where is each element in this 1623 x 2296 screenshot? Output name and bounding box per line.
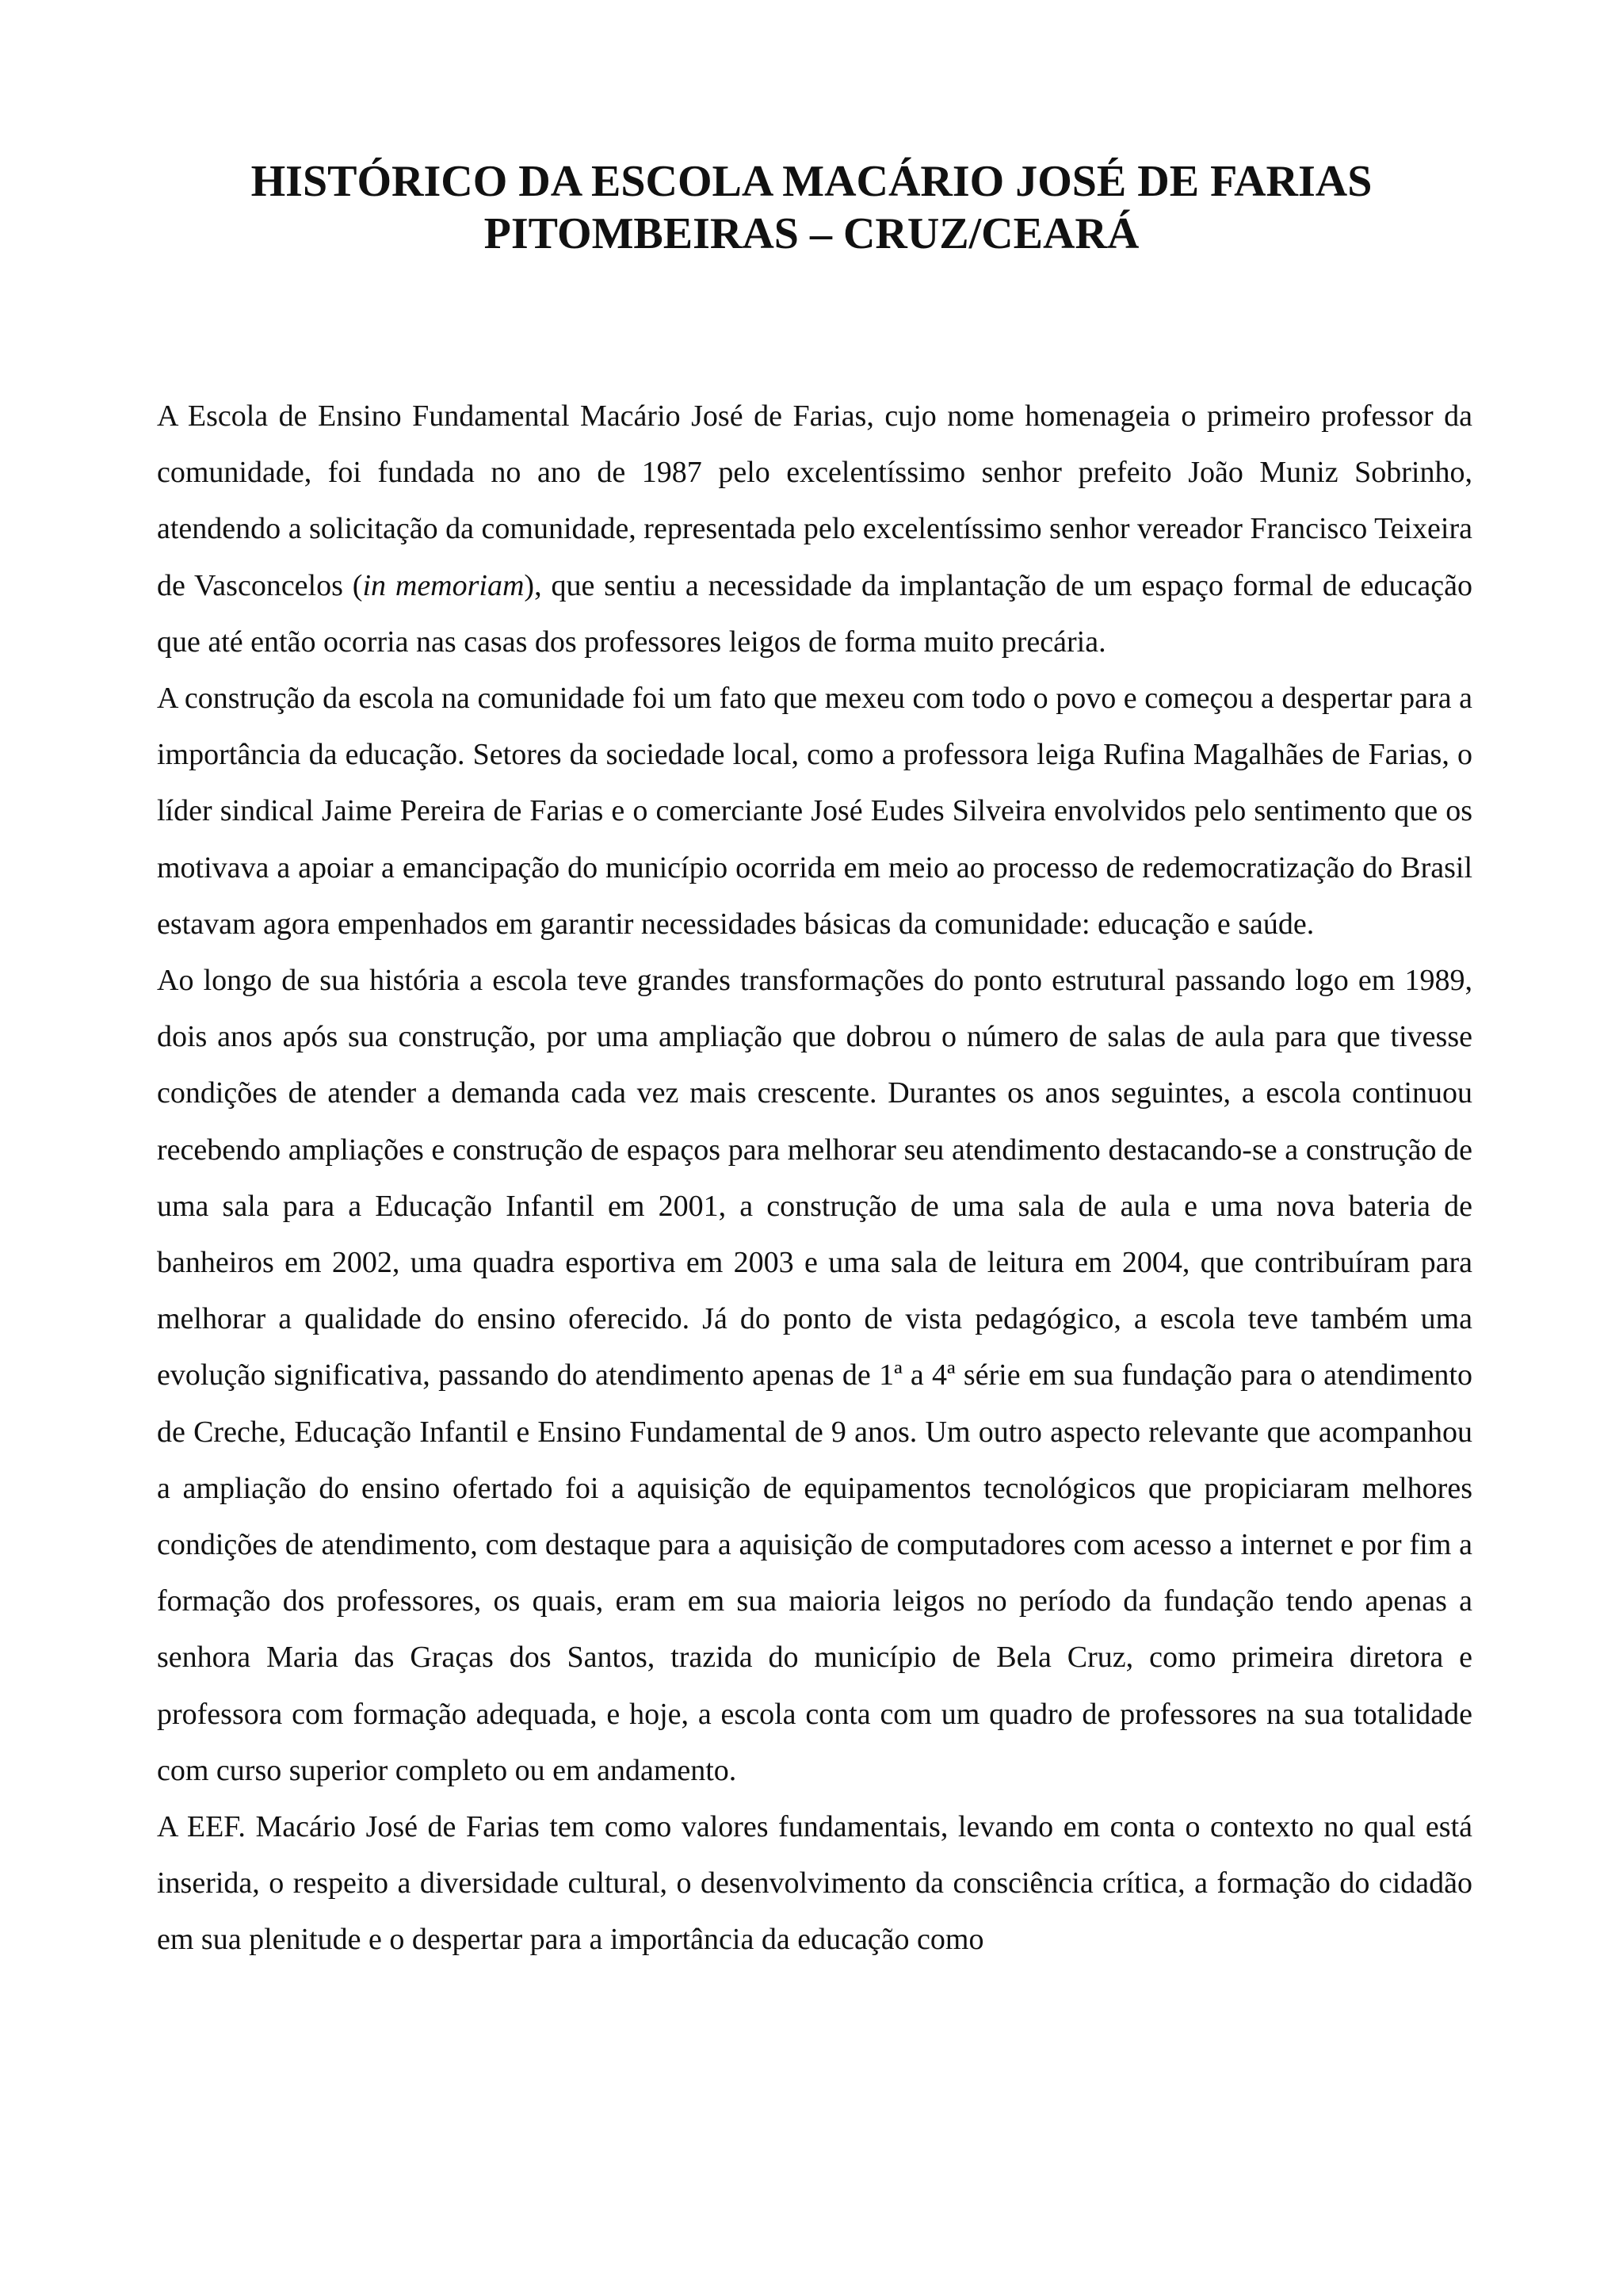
paragraph-2: A construção da escola na comunidade foi um fato que mexeu com todo o povo e começou a despertar para a importância da educação. Setores da sociedade local, como a professora leiga Rufina Magalhães de Farias, o líder sindical Jaime Pereira de Farias e o comerciante José Eudes Silveira envolvidos pelo sentimento que os motivava a apoiar a emancipação do município ocorrida em meio ao processo de redemocratização do Brasil estavam agora empenhados em garantir necessidades básicas da comunidade: educação e saúde. (157, 682, 1472, 941)
paragraph-1-text-start: A Escola de Ensino Fundamental Macário José de Farias, cujo nome homenageia o primeiro professor da comunidade, foi fundada no ano de 1987 pelo excelentíssimo senhor prefeito João Muniz Sobrinho, atendendo a solicitação da comunidade, representada pelo excelentíssimo senhor vereador Francisco Teixeira de Vasconcelos ( (157, 399, 1472, 602)
paragraph-1 (157, 388, 1472, 670)
page-title (0, 155, 1623, 260)
document-body (157, 388, 1472, 1969)
paragraph-1-italic-term: in memoriam (362, 568, 525, 602)
paragraph-1-text-end: ), que sentiu a necessidade da implantação de um espaço formal de educação que até então ocorria nas casas dos professores leigos de forma muito precária. (157, 568, 1472, 659)
paragraph-3: Ao longo de sua história a escola teve grandes transformações do ponto estrutural passando logo em 1989, dois anos após sua construção, por uma ampliação que dobrou o número de salas de aula para que tivesse condições de atender a demanda cada vez mais crescente. Durantes os anos seguintes, a escola continuou recebendo ampliações e construção de espaços para melhorar seu atendimento destacando-se a construção de uma sala para a Educação Infantil em 2001, a construção de uma sala de aula e uma nova bateria de banheiros em 2002, uma quadra esportiva em 2003 e uma sala de leitura em 2004, que contribuíram para melhorar a qualidade do ensino oferecido. Já do ponto de vista pedagógico, a escola teve também uma evolução significativa, passando do atendimento apenas de 1ª a 4ª série em sua fundação para o atendimento de Creche, Educação Infantil e Ensino Fundamental de 9 anos. Um outro aspecto relevante que acompanhou a ampliação do ensino ofertado foi a aquisição de equipamentos tecnológicos que propiciaram melhores condições de atendimento, com destaque para a aquisição de computadores com acesso a internet e por fim a formação dos professores, os quais, eram em sua maioria leigos no período da fundação tendo apenas a senhora Maria das Graças dos Santos, trazida do município de Bela Cruz, como primeira diretora e professora com formação adequada, e hoje, a escola conta com um quadro de professores na sua totalidade com curso superior completo ou em andamento. (157, 964, 1472, 1787)
paragraph-4: A EEF. Macário José de Farias tem como valores fundamentais, levando em conta o contexto no qual está inserida, o respeito a diversidade cultural, o desenvolvimento da consciência crítica, a formação do cidadão em sua plenitude e o despertar para a importância da educação como (157, 1810, 1472, 1957)
title-line-1: HISTÓRICO DA ESCOLA MACÁRIO JOSÉ DE FARIAS (250, 157, 1373, 206)
title-line-2: PITOMBEIRAS – CRUZ/CEARÁ (483, 209, 1140, 258)
